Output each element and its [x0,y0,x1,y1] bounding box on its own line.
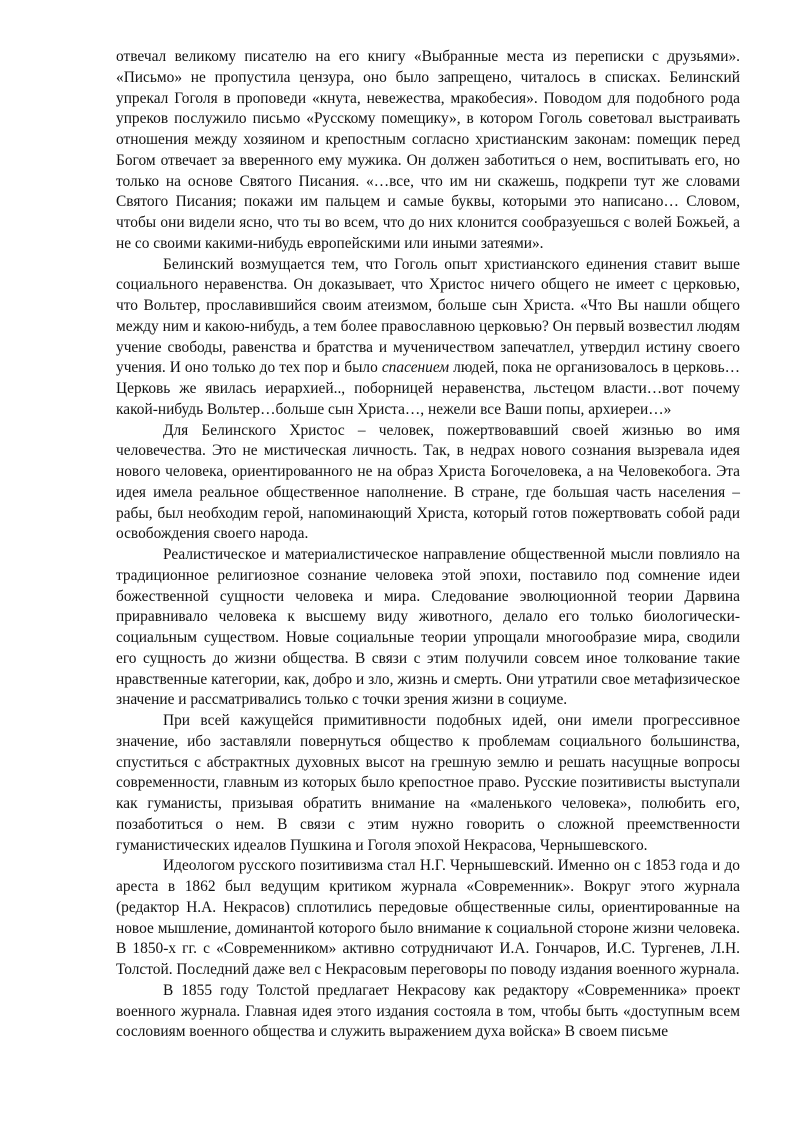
paragraph-2-text-after: людей, пока не организовалось в церковь…Церковь же явилась иерархией.., поборницей неравенства, льстецом власти…вот почему какой-нибудь Вольтер…больше сын Христа…, нежели все Ваши попы, архиереи…» [116,359,740,418]
paragraph-2 [116,255,740,421]
paragraph-5: При всей кажущейся примитивности подобных идей, они имели прогрессивное значение, ибо заставляли повернуться общество к проблемам социального большинства, спуститься с абстрактных духовных высот на грешную землю и решать насущные вопросы современности, главным из которых было крепостное право. Русские позитивисты выступали как гуманисты, призывая обратить внимание на «маленького человека», полюбить его, позаботиться о нем. В связи с этим нужно говорить о сложной преемственности гуманистических идеалов Пушкина и Гоголя эпохой Некрасова, Чернышевского. [116,712,740,854]
paragraph-7: В 1855 году Толстой предлагает Некрасову как редактору «Современника» проект военного журнала. Главная идея этого издания состояла в том, чтобы быть «доступным всем сословиям военного общества и служить выражением духа войска» В своем письме [116,981,740,1041]
document-page [116,47,740,1043]
paragraph-2-italic-word: спасением [381,359,450,377]
paragraph-2-text-before: Белинский возмущается тем, что Гоголь опыт христианского единения ставит выше социального неравенства. Он доказывает, что Христос ничего общего не имеет с церковью, что Вольтер, прославившийся своим атеизмом, больше сын Христа. «Что Вы нашли общего между ним и какою-нибудь, а тем более православною церковью? Он первый возвестил людям учение свободы, равенства и братства и мученичеством запечатлел, утвердил истину своего учения. И оно только до тех пор и было [116,255,740,377]
paragraph-1: отвечал великому писателю на его книгу «Выбранные места из переписки с друзьями». «Письмо» не пропустила цензура, оно было запрещено, читалось в списках. Белинский упрекал Гоголя в проповеди «кнута, невежества, мракобесия». Поводом для подобного рода упреков послужило письмо «Русскому помещику», в котором Гоголь советовал выстраивать отношения между хозяином и крепостным согласно христианским законам: помещик перед Богом отвечает за вверенного ему мужика. Он должен заботиться о нем, воспитывать его, но только на основе Святого Писания. «…все, что им ни скажешь, подкрепи тут же словами Святого Писания; покажи им пальцем и самые буквы, которыми это написано… Словом, чтобы они видели ясно, что ты во всем, что до них клонится сообразуешься с волей Божьей, а не со своими какими-нибудь европейскими или иными затеями». [116,48,740,252]
paragraph-3: Для Белинского Христос – человек, пожертвовавший своей жизнью во имя человечества. Это не мистическая личность. Так, в недрах нового сознания вызревала идея нового человека, ориентированного не на образ Христа Богочеловека, а на Человекобога. Эта идея имела реальное общественное наполнение. В стране, где большая часть населения – рабы, был необходим герой, напоминающий Христа, который готов пожертвовать собой ради освобождения своего народа. [116,421,740,543]
paragraph-4: Реалистическое и материалистическое направление общественной мысли повлияло на традиционное религиозное сознание человека этой эпохи, поставило под сомнение идеи божественной сущности человека и мира. Следование эволюционной теории Дарвина приравнивало человека к высшему виду животного, делало его только биологически-социальным существом. Новые социальные теории упрощали многообразие мира, сводили его сущность до жизни общества. В связи с этим получили совсем иное толкование такие нравственные категории, как, добро и зло, жизнь и смерть. Они утратили свое метафизическое значение и рассматривались только с точки зрения жизни в социуме. [116,546,740,709]
paragraph-6: Идеологом русского позитивизма стал Н.Г. Чернышевский. Именно он с 1853 года и до ареста в 1862 был ведущим критиком журнала «Современник». Вокруг этого журнала (редактор Н.А. Некрасов) сплотились передовые общественные силы, ориентированные на новое мышление, доминантой которого было внимание к социальной стороне жизни человека. В 1850-х гг. с «Современником» активно сотрудничают И.А. Гончаров, И.С. Тургенев, Л.Н. Толстой. Последний даже вел с Некрасовым переговоры по поводу издания военного журнала. [116,857,740,978]
